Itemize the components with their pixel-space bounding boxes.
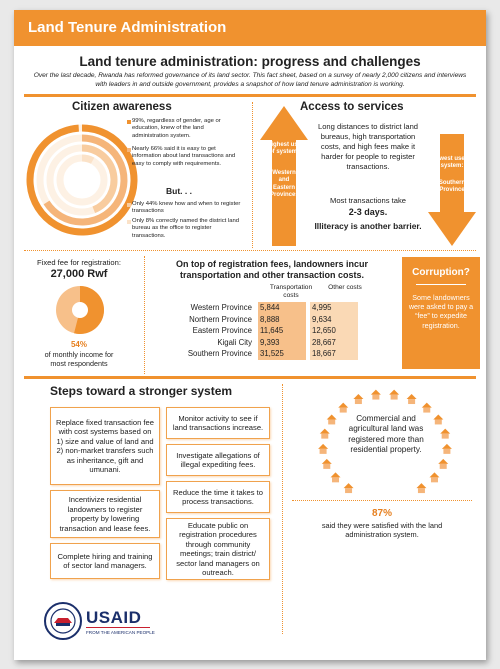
row-other: 4,995 [310,302,358,314]
intro-text: Over the last decade, Rwanda has reformed governance of its land sector. This fact sheet, based on a survey of nearly 2,000 citizens and interviews with leaders in and outside government, provides a snapshot of how land tenure administration is working. [33,72,467,88]
house-icon [442,444,452,454]
house-icon [433,414,443,424]
highest-use-provinces: Western and Eastern Provinces [270,170,299,199]
usaid-rule [86,627,150,628]
awareness-item-3: Only 44% knew how and when to register transactions [132,201,241,215]
satisfied-percent: 87% [371,508,392,519]
swatch-1 [127,120,131,124]
table-row [166,314,358,326]
table-row [166,302,358,314]
row-transport: 11,645 [258,325,306,337]
step-right-1: Monitor activity to see if land transactions increase. [166,407,270,439]
land-text: Commercial and agricultural land was registered more than residential property. [348,414,424,455]
house-icon [440,429,450,439]
row-province: Eastern Province [192,326,252,336]
usaid-seal-icon [44,602,82,640]
swatch-2 [127,148,131,152]
house-icon [320,429,330,439]
step-left-3: Complete hiring and training of sector land managers. [50,543,160,579]
row-province: Kigali City [217,337,252,347]
awareness-rings [20,118,144,242]
page-title: Land tenure administration: progress and challenges [79,54,421,69]
row-province: Southern Province [187,349,252,359]
fee-pie [54,284,106,336]
step-right-4: Educate public on registration procedures through community meetings; train district/ sector land managers on outreach. [166,518,270,580]
header-divider [24,94,476,97]
corruption-body: Some landowners were asked to pay a “fee” to expedite registration. [408,293,474,330]
fee-percent: 54% [70,340,87,349]
divider-h-2 [292,500,472,501]
lowest-use-label: Lowest use of system: [431,156,472,170]
fee-label: Fixed fee for registration: [37,258,121,267]
row-transport: 5,844 [258,302,306,314]
banner-title: Land Tenure Administration [28,19,227,36]
step-left-1: Replace fixed transaction fee with cost systems based on 1) size and value of land and 2) non-market transfers such as inheritance, gift and umunani. [50,407,160,485]
awareness-item-2: Nearly 66% said it is easy to get information about land transactions and easy to comply with requirements. [132,146,236,167]
house-icon [327,414,337,424]
house-icon [344,483,354,493]
divider-v-3 [282,384,283,634]
divider-v-1 [252,102,253,248]
corruption-title: Corruption? [412,267,470,278]
illiteracy-text: Illiteracy is another barrier. [314,221,422,231]
awareness-item-1: 99%, regardless of gender, age or education, knew of the land administration system. [132,118,221,139]
house-icon [429,472,439,482]
step-right-2: Investigate allegations of illegal expediting fees. [166,444,270,476]
house-icon [407,394,417,404]
awareness-but: But. . . [166,186,192,196]
corruption-rule [416,284,466,285]
usaid-tagline: FROM THE AMERICAN PEOPLE [86,630,155,635]
costs-col-other: Other costs [328,284,362,291]
fee-amount: 27,000 Rwf [50,268,108,280]
banner [14,10,486,46]
house-icon [353,394,363,404]
house-icon [331,472,341,482]
divider-h-1 [24,250,476,251]
ring-value-4 [82,158,93,161]
costs-title: On top of registration fees, landowners incur transportation and other transaction costs. [175,259,369,280]
days-value: 2-3 days. [348,207,388,217]
access-body: Long distances to district land bureaus, high transportation costs, and high fees make it harder for people to register transactions. [317,122,419,171]
citizen-awareness-title: Citizen awareness [72,101,172,113]
fee-caption: of monthly income for most respondents [44,350,114,368]
step-right-3: Reduce the time it takes to process transactions. [166,481,270,513]
house-icon [371,390,381,400]
highest-use-label: Highest use of system: [266,142,301,156]
row-other: 12,650 [310,325,358,337]
house-icon [389,390,399,400]
steps-title: Steps toward a stronger system [50,384,233,398]
house-icon [438,459,448,469]
house-icon [416,483,426,493]
row-other: 9,634 [310,314,358,326]
row-province: Western Province [190,303,252,313]
row-transport: 9,393 [258,337,306,349]
awareness-item-4: Only 8% correctly named the district land bureau as the office to register transactions. [132,218,240,239]
row-province: Northern Province [189,314,252,324]
costs-col-transport: Transportation costs [269,284,313,299]
ring-value-1 [30,128,134,232]
house-icon [422,403,432,413]
corruption-box [402,257,480,369]
row-other: 28,667 [310,337,358,349]
fact-sheet [14,10,486,660]
costs-table [166,302,358,360]
table-row [166,348,358,360]
lowest-use-province: Southern Province [438,180,466,194]
swatch-3 [127,203,131,207]
row-transport: 31,525 [258,348,306,360]
table-row [166,337,358,349]
usaid-logo-text: USAID [86,608,142,627]
house-icon [318,444,328,454]
step-left-2: Incentivize residential landowners to register property by lowering transaction and lease fees. [50,490,160,538]
days-label: Most transactions take [330,196,406,205]
house-icon [322,459,332,469]
steps-divider [24,376,476,379]
house-icon [338,403,348,413]
divider-v-2 [144,256,145,374]
row-other: 18,667 [310,348,358,360]
swatch-4 [127,220,131,224]
table-row [166,325,358,337]
ring-track [60,158,104,202]
row-transport: 8,888 [258,314,306,326]
satisfied-text: said they were satisfied with the land administration system. [321,521,443,540]
access-title: Access to services [300,101,404,113]
